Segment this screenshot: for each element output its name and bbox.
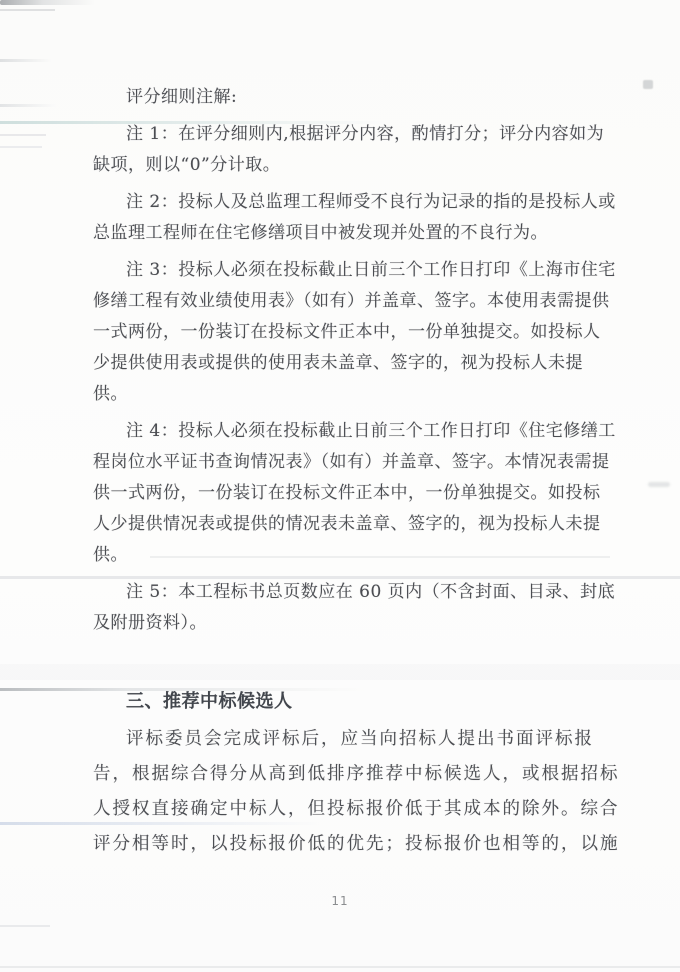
paragraph-line: 人授权直接确定中标人，但投标报价低于其成本的除外。综合 — [93, 799, 620, 819]
note-line: 注 2：投标人及总监理工程师受不良行为记录的指的是投标人或 — [126, 192, 616, 212]
section-paragraph — [93, 722, 620, 862]
scan-streak — [0, 134, 46, 136]
note-4 — [93, 416, 620, 571]
scan-streak — [0, 59, 52, 62]
note-line: 供。 — [93, 384, 128, 404]
scan-streak — [0, 925, 50, 927]
note-line: 总监理工程师在住宅修缮项目中被发现并处置的不良行为。 — [93, 223, 548, 243]
notes-title: 评分细则注解: — [126, 87, 238, 107]
scan-streak — [0, 0, 95, 5]
scan-speck — [648, 482, 670, 487]
note-line: 少提供使用表或提供的使用表未盖章、签字的，视为投标人未提 — [93, 353, 583, 373]
paragraph-line: 告，根据综合得分从高到低排序推荐中标候选人，或根据招标 — [93, 764, 620, 784]
note-line: 供。 — [93, 545, 128, 565]
paragraph-line: 评分相等时，以投标报价低的优先；投标报价也相等的，以施 — [93, 834, 620, 854]
note-3 — [93, 255, 620, 410]
note-line: 及附册资料）。 — [93, 613, 207, 633]
scan-streak — [0, 9, 55, 11]
note-line: 供一式两份，一份装订在投标文件正本中，一份单独提交。如投标 — [93, 483, 601, 503]
document-body — [93, 82, 620, 868]
note-line: 注 3：投标人必须在投标截止日前三个工作日打印《上海市住宅 — [126, 260, 616, 280]
section-heading: 三、推荐中标候选人 — [126, 691, 293, 712]
scan-speck — [643, 80, 653, 89]
scan-streak — [0, 104, 56, 107]
note-line: 缺项，则以“0”分计取。 — [93, 155, 281, 175]
note-line: 一式两份，一份装订在投标文件正本中，一份单独提交。如投标人 — [93, 322, 601, 342]
note-line: 人少提供情况表或提供的情况表未盖章、签字的，视为投标人未提 — [93, 514, 601, 534]
note-5 — [93, 577, 620, 639]
note-line: 注 1：在评分细则内,根据评分内容，酌情打分；评分内容如为 — [126, 124, 605, 144]
note-line: 注 5：本工程标书总页数应在 60 页内（不含封面、目录、封底 — [126, 582, 616, 602]
scan-streak — [0, 146, 42, 148]
paragraph-line: 评标委员会完成评标后，应当向招标人提出书面评标报 — [126, 729, 594, 749]
page-number: 11 — [331, 894, 349, 908]
note-2 — [93, 187, 620, 249]
note-line: 程岗位水平证书查询情况表》（如有）并盖章、签字。本情况表需提 — [93, 452, 610, 472]
note-line: 注 4：投标人必须在投标截止日前三个工作日打印《住宅修缮工 — [126, 421, 616, 441]
note-line: 修缮工程有效业绩使用表》（如有）并盖章、签字。本使用表需提供 — [93, 291, 610, 311]
note-1 — [93, 119, 620, 181]
scan-streak — [0, 966, 680, 968]
